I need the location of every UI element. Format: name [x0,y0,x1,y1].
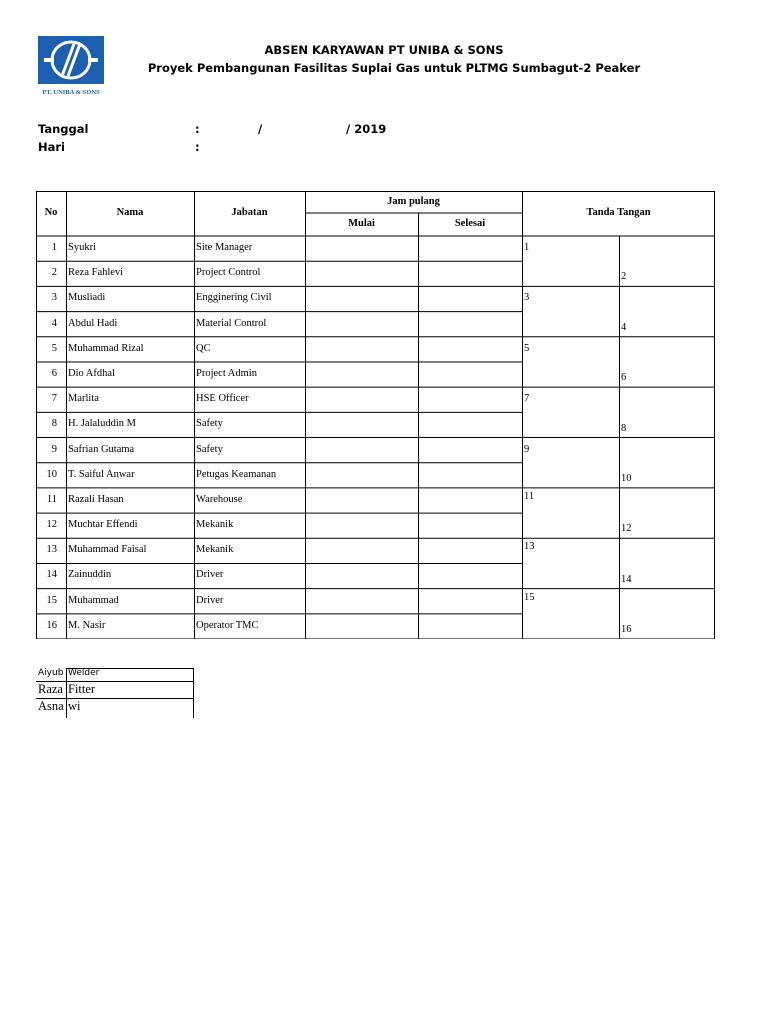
row-jabatan: Project Control [196,267,261,279]
row-no: 6 [51,367,57,379]
signature-number: 3 [524,292,530,304]
row-jabatan: Safety [196,443,223,455]
row-no: 9 [51,443,57,455]
row-jabatan: Material Control [196,317,267,329]
row-nama: Muhammad Rizal [68,342,144,354]
row-jabatan: Warehouse [196,493,243,505]
extra-nama: Asna [38,699,64,713]
signature-number: 15 [524,591,535,603]
document-subtitle: Proyek Pembangunan Fasilitas Suplai Gas untuk PLTMG Sumbagut-2 Peaker [147,61,641,75]
header-no: No [44,207,58,218]
row-no: 14 [46,569,57,581]
attendance-table [36,191,715,639]
hari-label: Hari [38,140,65,154]
row-jabatan: QC [196,342,211,354]
row-nama: Reza Fahlevi [68,267,124,279]
row-no: 7 [51,393,57,405]
row-jabatan: Project Admin [196,367,257,379]
tanggal-month-separator: / [258,122,263,136]
row-jabatan: Operator TMC [196,619,259,631]
tanggal-colon: : [195,122,200,136]
row-no: 15 [46,594,57,606]
signature-number: 1 [524,242,530,253]
row-nama: Muhammad [68,594,119,606]
row-jabatan: Mekanik [196,544,234,556]
table-grid [36,191,715,639]
row-nama: Muhammad Faisal [68,544,147,556]
header-tanda-tangan: Tanda Tangan [586,207,651,218]
row-nama: M. Nasir [68,619,106,631]
row-no: 13 [46,544,57,556]
row-jabatan: Driver [196,569,224,581]
signature-number: 5 [524,342,530,354]
document-title: ABSEN KARYAWAN PT UNIBA & SONS [264,43,504,57]
row-no: 11 [46,493,57,505]
signature-number: 13 [524,541,535,553]
signature-number: 2 [621,271,627,283]
row-no: 1 [51,242,57,253]
row-jabatan: Petugas Keamanan [196,468,277,480]
row-nama: Dio Afdhal [68,367,115,379]
header-selesai: Selesai [454,218,486,229]
row-no: 10 [46,468,57,480]
row-nama: Abdul Hadi [68,317,118,329]
row-jabatan: Mekanik [196,519,234,531]
row-no: 3 [51,292,57,304]
logo-text: PT. UNIBA & SONS [42,89,100,96]
row-nama: Marlita [68,393,99,405]
row-no: 5 [51,342,57,354]
signature-number: 9 [524,443,530,455]
signature-number: 12 [621,523,632,535]
extra-nama: Raza [38,682,63,696]
row-jabatan: Safety [196,418,223,430]
extra-jabatan: Fitter [68,682,96,696]
signature-number: 7 [524,393,530,405]
row-nama: Syukri [68,242,97,253]
row-nama: Muchtar Effendi [68,519,138,531]
signature-number: 14 [621,573,632,585]
row-nama: Musliadi [68,292,106,304]
signature-number: 8 [621,422,627,434]
row-no: 4 [51,317,57,329]
row-jabatan: HSE Officer [196,393,249,405]
tanggal-label: Tanggal [38,122,89,136]
header-nama: Nama [116,207,144,218]
row-no: 8 [51,418,57,430]
signature-number: 4 [621,321,627,333]
row-no: 16 [46,619,57,631]
row-nama: Razali Hasan [68,493,124,505]
extra-jabatan: Welder [68,668,100,678]
row-jabatan: Driver [196,594,224,606]
row-nama: T. Saiful Anwar [68,468,135,480]
row-jabatan: Engginering Civil [196,292,272,304]
signature-number: 11 [524,490,535,502]
signature-number: 6 [621,372,627,384]
row-no: 2 [51,267,57,279]
row-nama: Safrian Gutama [68,443,135,455]
row-jabatan: Site Manager [196,242,253,253]
row-nama: H. Jalaluddin M [68,418,136,430]
extra-nama: Aiyub [38,668,64,678]
row-no: 12 [46,519,57,531]
tanggal-year: / 2019 [346,122,387,136]
row-nama: Zainuddin [68,569,112,581]
signature-number: 10 [621,472,632,484]
extra-jabatan: wi [68,699,81,713]
header-mulai: Mulai [348,218,375,229]
signature-number: 16 [621,624,632,636]
header-jabatan: Jabatan [231,207,268,218]
hari-colon: : [195,140,200,154]
header-jam-pulang: Jam pulang [387,196,440,207]
